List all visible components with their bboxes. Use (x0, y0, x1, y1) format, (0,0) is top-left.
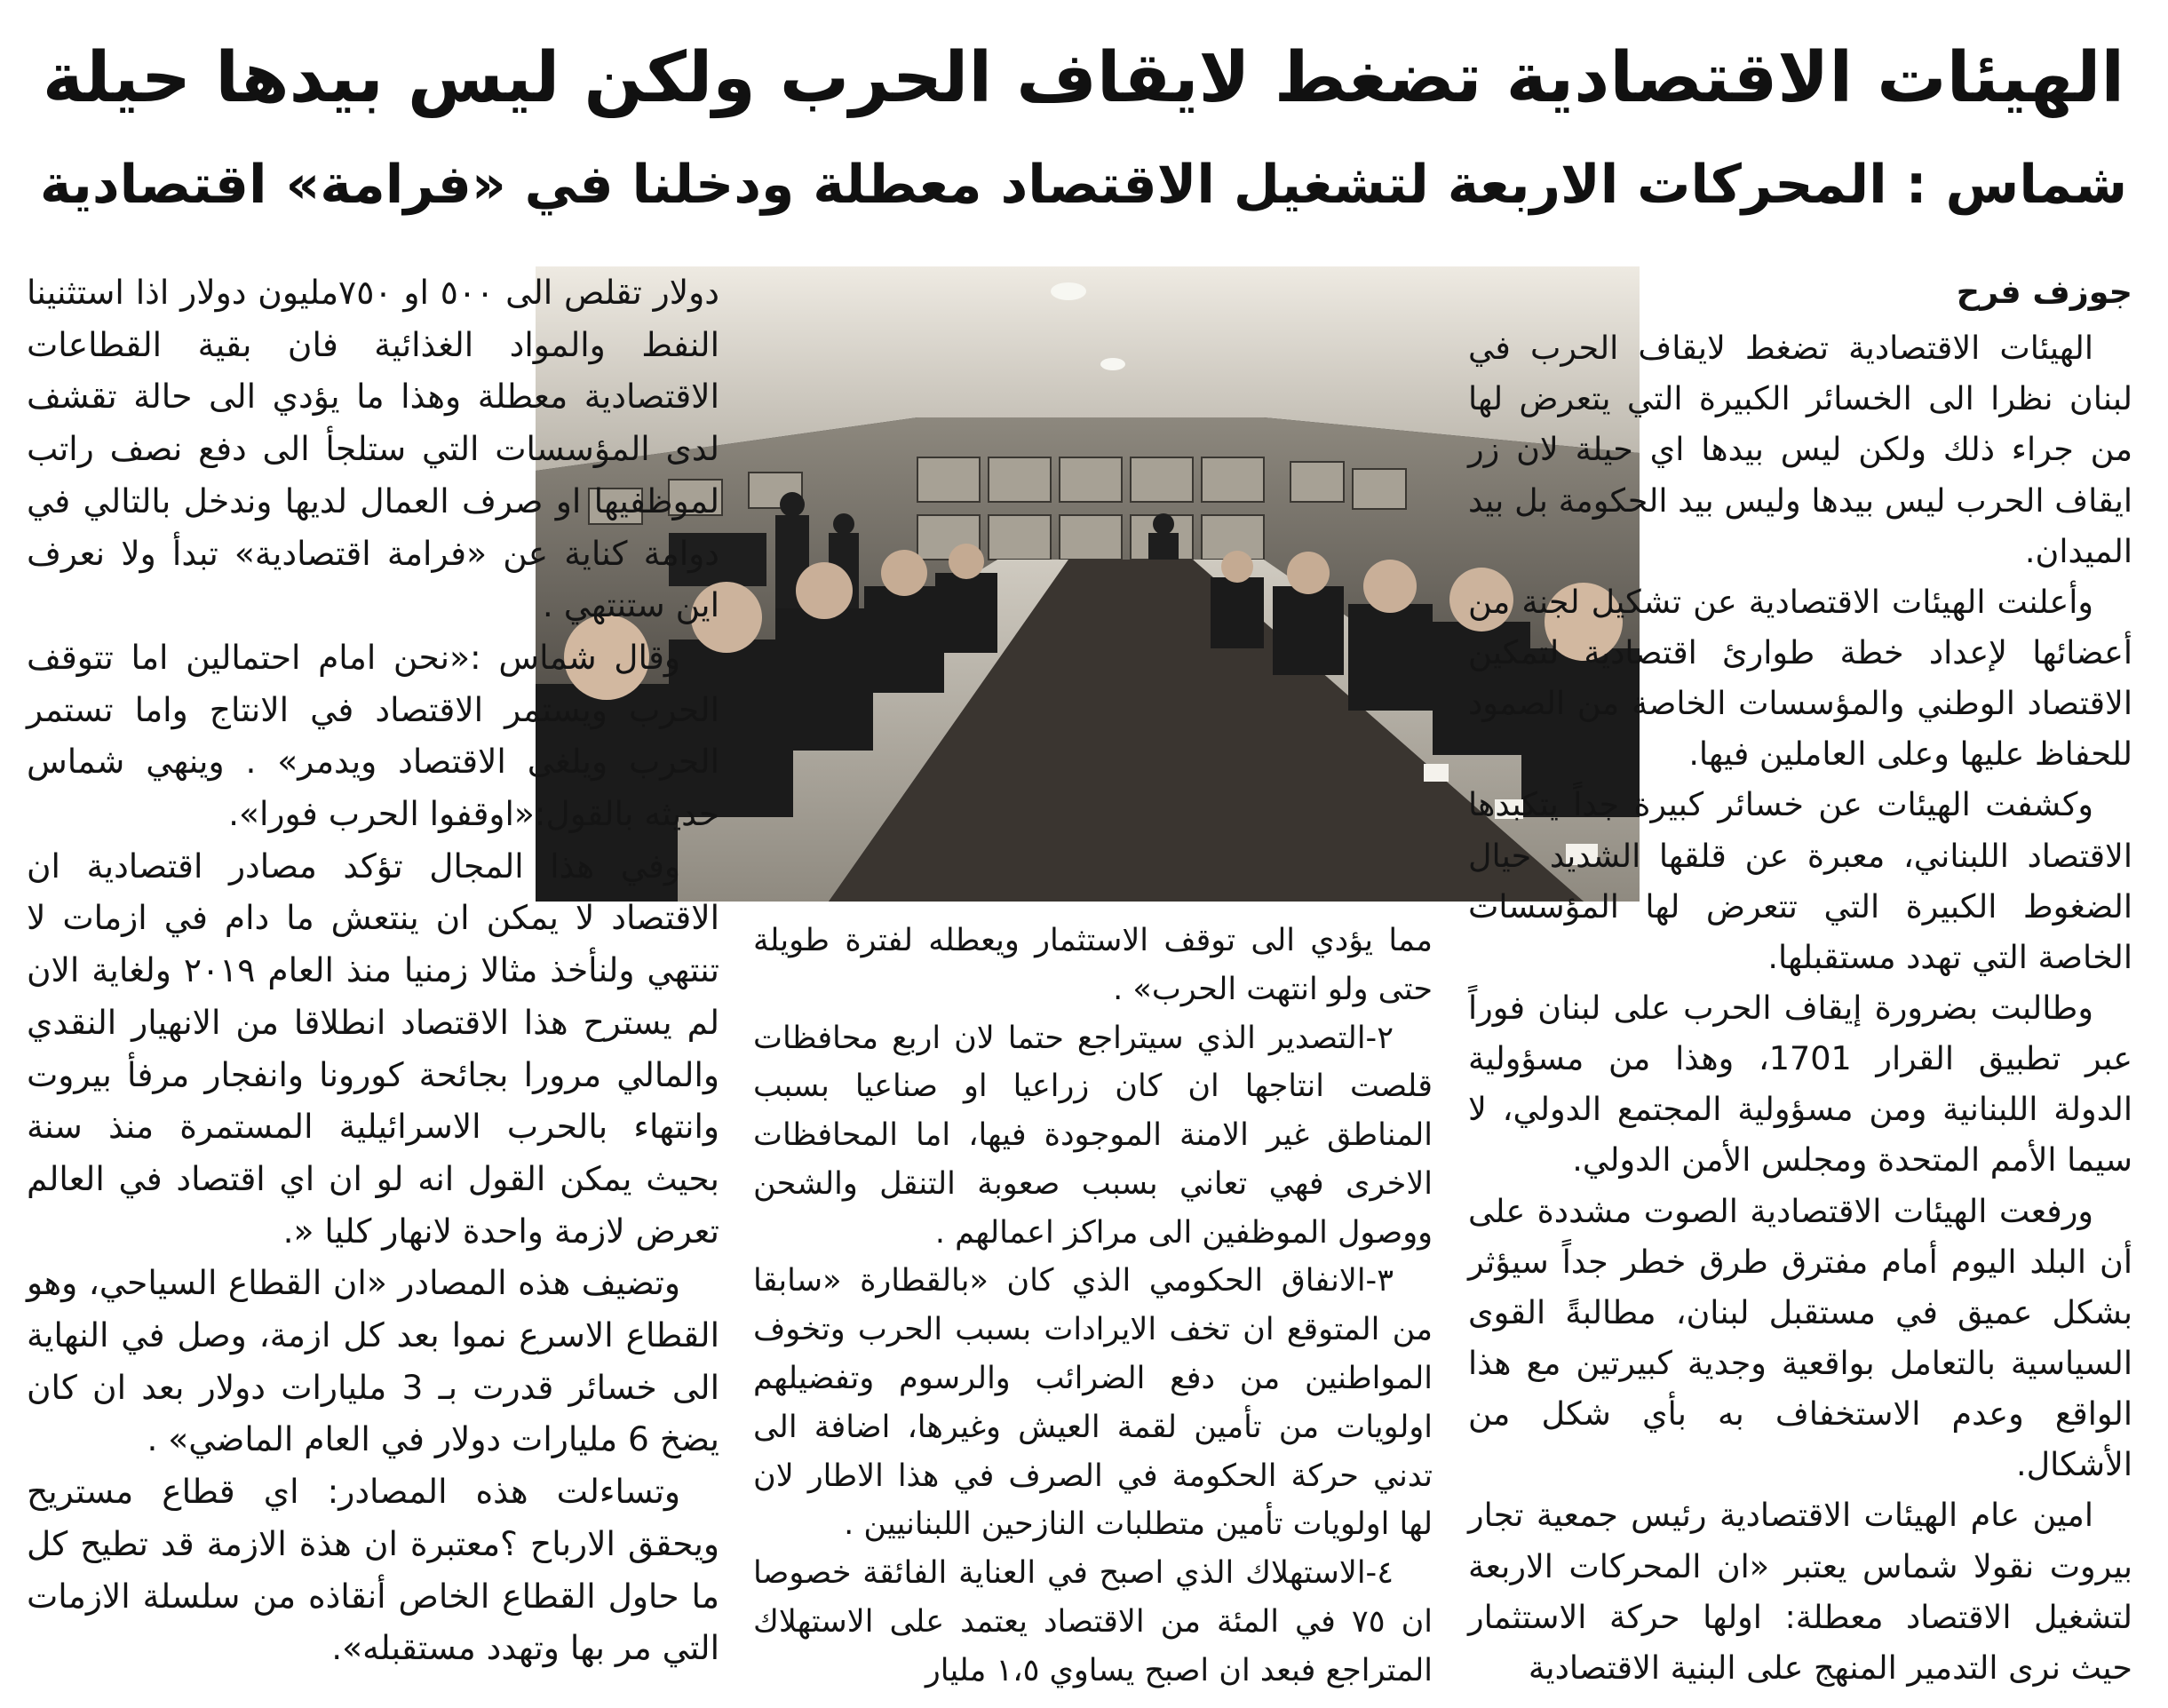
paragraph: دولار تقلص الى ٥٠٠ او ٧٥٠مليون دولار اذا استثنينا النفط والمواد الغذائية فان بقية القطاعات الاقتصادية معطلة وهذا ما يؤدي الى حالة تقشف لدى المؤسسات التي ستلجأ الى دفع نصف راتب لموظفيها او صرف العمال لديها وندخل بالتالي في دوامة كناية عن «فرامة اقتصادية» تبدأ ولا نعرف اين ستنتهي . (27, 273, 719, 625)
article-column-left (27, 266, 719, 1701)
paragraph: وكشفت الهيئات عن خسائر كبيرة جداً يتكبدها الاقتصاد اللبناني، معبرة عن قلقها الشديد حيال الضغوط الكبيرة التي تتعرض لها المؤسسات الخاصة التي تهدد مستقبلها. (1468, 785, 2132, 976)
paragraph: وفي هذا المجال تؤكد مصادر اقتصادية ان الاقتصاد لا يمكن ان ينتعش ما دام في ازمات لا تنتهي ولنأخذ مثالا زمنيا منذ العام ٢٠١٩ ولغاية الان لم يسترح هذا الاقتصاد انطلاقا من الانهيار النقدي والمالي مرورا بجائحة كورونا وانفجار مرفأ بيروت وانتهاء بالحرب الاسرائيلية المستمرة منذ سنة بحيث يمكن القول انه لو ان اي اقتصاد في العالم تعرض لازمة واحدة لانهار كليا «. (27, 846, 719, 1251)
byline: جوزف فرح (1956, 273, 2132, 311)
paragraph: وتساءلت هذه المصادر: اي قطاع مستريح ويحقق الارباح ؟معتبرة ان هذة الازمة قد تطيح كل ما حاول القطاع الخاص أنقاذه من سلسلة الازمات التي مر بها وتهدد مستقبله». (27, 1472, 719, 1668)
headline-line-2: شماس : المحركات الاربعة لتشغيل الاقتصاد معطلة ودخلنا في «فرامة» اقتصادية (39, 154, 2128, 216)
paragraph: ٣-الانفاق الحكومي الذي كان «بالقطارة «سابقا من المتوقع ان تخف الايرادات بسبب الحرب وتخوف المواطنين من دفع الضرائب والرسوم وتفضيلهم اولويات من تأمين لقمة العيش وغيرها، اضافة الى تدني حركة الحكومة في الصرف في هذا الاطار لان لها اولويات تأمين متطلبات النازحين اللبنانيين . (753, 1263, 1433, 1543)
article-column-middle (753, 917, 1433, 1703)
paragraph: وطالبت بضرورة إيقاف الحرب على لبنان فوراً عبر تطبيق القرار 1701، وهذا من مسؤولية الدولة اللبنانية ومن مسؤولية المجتمع الدولي، لا سيما الأمم المتحدة ومجلس الأمن الدولي. (1468, 988, 2132, 1180)
article-column-right (1468, 266, 2132, 1701)
paragraph: الهيئات الاقتصادية تضغط لايقاف الحرب في لبنان نظرا الى الخسائر الكبيرة التي يتعرض لها من جراء ذلك ولكن ليس بيدها اي حيلة لان زر ايقاف الحرب ليس بيدها وليس بيد الحكومة بل بيد الميدان. (1468, 329, 2132, 570)
headline-line-1: الهيئات الاقتصادية تضغط لايقاف الحرب ولكن ليس بيدها حيلة (42, 38, 2125, 118)
paragraph: ٢-التصدير الذي سيتراجع حتما لان اربع محافظات قلصت انتاجها ان كان زراعيا او صناعيا بسبب المناطق غير الامنة الموجودة فيها، اما المحافظات الاخرى فهي تعاني بسبب صعوبة التنقل والشحن ووصول الموظفين الى مراكز اعمالهم . (753, 1020, 1433, 1251)
paragraph: مما يؤدي الى توقف الاستثمار ويعطله لفترة طويلة حتى ولو انتهت الحرب» . (753, 923, 1433, 1007)
paragraph: وأعلنت الهيئات الاقتصادية عن تشكيل لجنة من أعضائها لإعداد خطة طوارئ اقتصادية لتمكين الاقتصاد الوطني والمؤسسات الخاصة من الصمود للحفاظ عليها وعلى العاملين فيها. (1468, 582, 2132, 774)
paragraph: امين عام الهيئات الاقتصادية رئيس جمعية تجار بيروت نقولا شماس يعتبر «ان المحركات الاربعة لتشغيل الاقتصاد معطلة: اولها حركة الاستثمار حيث نرى التدمير المنهج على البنية الاقتصادية (1468, 1496, 2132, 1687)
paragraph: ورفعت الهيئات الاقتصادية الصوت مشددة على أن البلد اليوم أمام مفترق طرق خطر جداً سيؤثر بشكل عميق في مستقبل لبنان، مطالبةً القوى السياسية بالتعامل بواقعية وجدية كبيرتين مع هذا الواقع وعدم الاستخفاف به بأي شكل من الأشكال. (1468, 1191, 2132, 1484)
paragraph: ٤-الاستهلاك الذي اصبح في العناية الفائقة خصوصا ان ٧٥ في المئة من الاقتصاد يعتمد على الاستهلاك المتراجع فبعد ان اصبح يساوي ١،٥ مليار (753, 1555, 1433, 1688)
paragraph: وقال شماس :«نحن امام احتمالين اما تتوقف الحرب ويستمر الاقتصاد في الانتاج واما تستمر الحرب ويلغى الاقتصاد ويدمر» . وينهي شماس حديثه بالقول:«اوقفوا الحرب فورا». (27, 637, 719, 834)
paragraph: وتضيف هذه المصادر «ان القطاع السياحي، وهو القطاع الاسرع نموا بعد كل ازمة، وصل في النهاية الى خسائر قدرت بـ 3 مليارات دولار بعد ان كان يضخ 6 مليارات دولار في العام الماضي» . (27, 1263, 719, 1459)
